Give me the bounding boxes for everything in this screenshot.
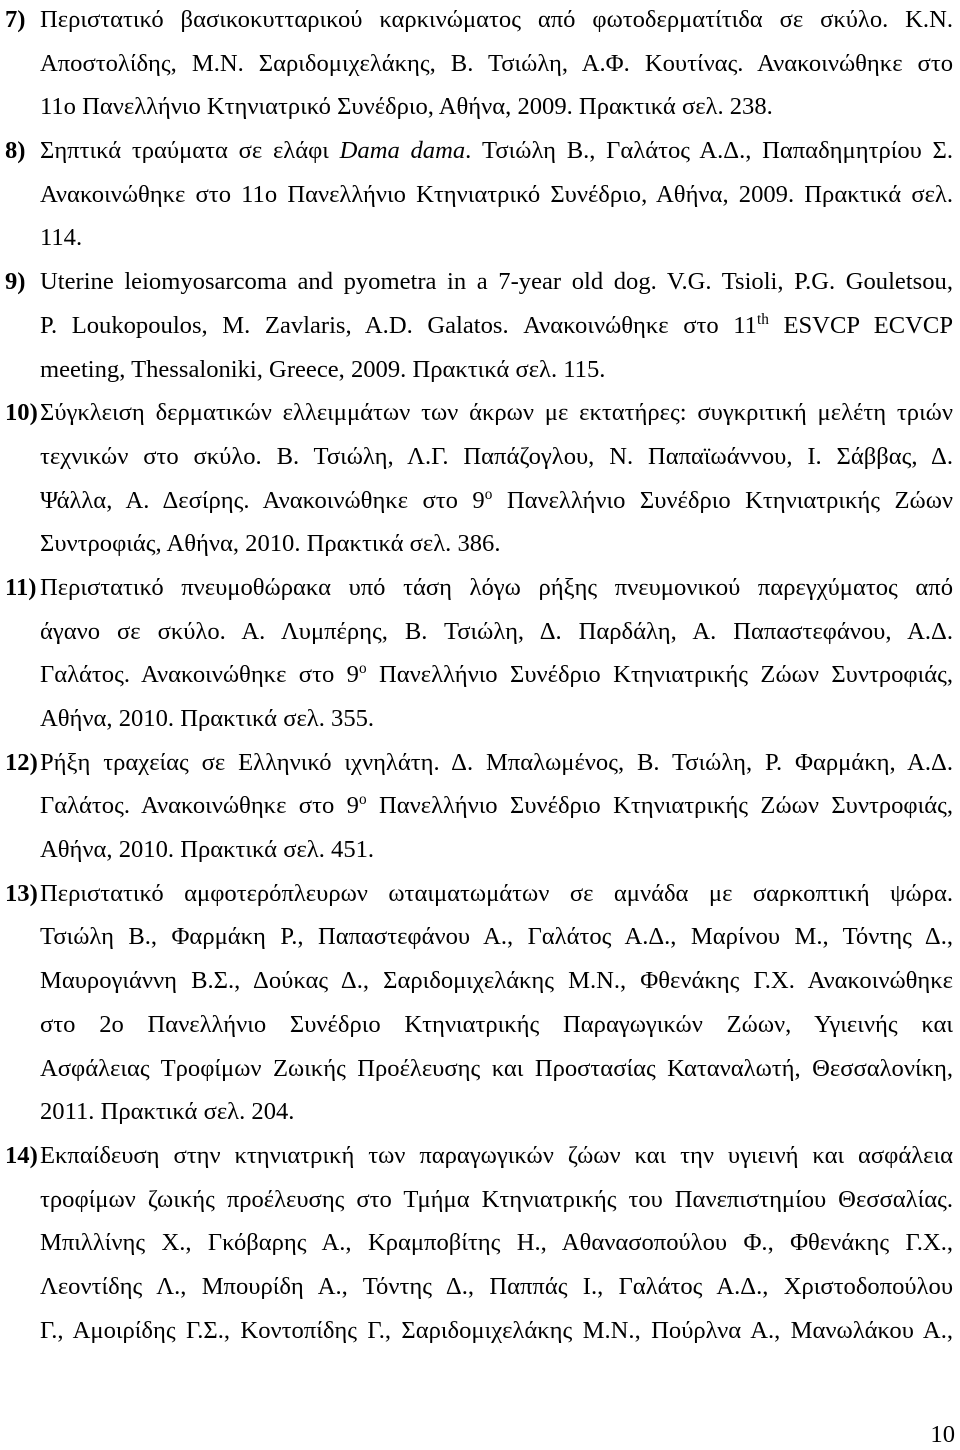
item-text [40, 129, 953, 260]
text-line: Ρήξη τραχείας σε Ελληνικό ιχνηλάτη. Δ. Μπαλωμένος, Β. Τσιώλη, Ρ. Φαρμάκη, Α.Δ. [40, 748, 953, 776]
text-line: Συντροφιάς, Αθήνα, 2010. Πρακτικά σελ. 386. [40, 530, 501, 558]
item-text [40, 1134, 953, 1352]
publication-item [0, 391, 960, 566]
publication-item [0, 566, 960, 741]
text-line: 11ο Πανελλήνιο Κτηνιατρικό Συνέδριο, Αθήνα, 2009. Πρακτικά σελ. 238. [40, 93, 773, 121]
publication-item [0, 260, 960, 391]
text-line [40, 653, 953, 697]
text-line: Αθήνα, 2010. Πρακτικά σελ. 451. [40, 836, 375, 864]
text-segment: P. Loukopoulos, M. Zavlaris, A.D. Galatos. Ανακοινώθηκε στο 11 [40, 311, 757, 339]
publication-item [0, 1134, 960, 1352]
text-segment: Ψάλλα, Α. Δεσίρης. Ανακοινώθηκε στο 9 [40, 486, 485, 514]
publication-item [0, 872, 960, 1134]
text-segment: Γαλάτος. Ανακοινώθηκε στο 9 [40, 792, 359, 820]
item-number: 7) [5, 6, 26, 33]
text-segment: Πανελλήνιο Συνέδριο Κτηνιατρικής Ζώων Συντροφιάς, [366, 792, 953, 820]
item-number: 8) [5, 137, 26, 165]
text-line: Περιστατικό αμφοτερόπλευρων ωταιματωμάτων σε αμνάδα με σαρκοπτική ψώρα. [40, 879, 953, 907]
text-line: Σύγκλειση δερματικών ελλειμμάτων των άκρων με εκτατήρες: συγκριτική μελέτη τριών [40, 399, 953, 427]
text-line: Μαυρογιάννη Β.Σ., Δούκας Δ., Σαριδομιχελάκης Μ.Ν., Φθενάκης Γ.Χ. Ανακοινώθηκε [40, 967, 953, 995]
text-line: Ανακοινώθηκε στο 11ο Πανελλήνιο Κτηνιατρικό Συνέδριο, Αθήνα, 2009. Πρακτικά σελ. [40, 180, 953, 208]
text-segment: Πανελλήνιο Συνέδριο Κτηνιατρικής Ζώων [492, 486, 953, 514]
item-number: 11) [5, 573, 37, 601]
text-line: τεχνικών στο σκύλο. Β. Τσιώλη, Λ.Γ. Παπάζογλου, Ν. Παπαϊωάννου, Ι. Σάββας, Δ. [40, 442, 953, 470]
text-line: 2011. Πρακτικά σελ. 204. [40, 1098, 295, 1126]
item-number: 12) [5, 748, 38, 776]
publication-item [0, 129, 960, 260]
text-line [40, 479, 953, 523]
text-line: Λεοντίδης Λ., Μπουρίδη Α., Τόντης Δ., Παππάς Ι., Γαλάτος Α.Δ., Χριστοδοπούλου [40, 1272, 953, 1300]
text-line: Αποστολίδης, Μ.Ν. Σαριδομιχελάκης, Β. Τσιώλη, Α.Φ. Κουτίνας. Ανακοινώθηκε στο [40, 49, 953, 77]
text-line: 114. [40, 224, 83, 252]
text-line: Εκπαίδευση στην κτηνιατρική των παραγωγικών ζώων και την υγιεινή και ασφάλεια [40, 1141, 953, 1169]
italic-text: Dama dama [339, 137, 466, 165]
text-line: τροφίμων ζωικής προέλευσης στο Τμήμα Κτηνιατρικής του Πανεπιστημίου Θεσσαλίας. [40, 1185, 953, 1213]
superscript-text: ο [358, 660, 367, 678]
text-line: Μπιλλίνης Χ., Γκόβαρης Α., Κραμποβίτης Η., Αθανασοπούλου Φ., Φθενάκης Γ.Χ., [40, 1229, 953, 1257]
page-number: 10 [930, 1421, 955, 1448]
text-line: άγανο σε σκύλο. Α. Λυμπέρης, Β. Τσιώλη, Δ. Παρδάλη, Α. Παπαστεφάνου, Α.Δ. [40, 617, 953, 645]
text-line [40, 784, 953, 828]
text-line: Περιστατικό βασικοκυτταρικού καρκινώματος από φωτοδερματίτιδα σε σκύλο. Κ.Ν. [40, 6, 953, 33]
text-line: στο 2ο Πανελλήνιο Συνέδριο Κτηνιατρικής Παραγωγικών Ζώων, Υγιεινής και [40, 1010, 953, 1038]
item-number: 14) [5, 1141, 38, 1169]
text-segment: Σηπτικά τραύματα σε ελάφι [40, 137, 340, 165]
text-segment: Πανελλήνιο Συνέδριο Κτηνιατρικής Ζώων Συντροφιάς, [366, 661, 953, 689]
superscript-text: ο [358, 791, 367, 809]
superscript-text: th [756, 310, 769, 328]
text-segment: ESVCP ECVCP [768, 311, 953, 339]
text-line: meeting, Thessaloniki, Greece, 2009. Πρακτικά σελ. 115. [40, 355, 606, 383]
superscript-text: ο [484, 485, 493, 503]
text-segment: . Τσιώλη Β., Γαλάτος Α.Δ., Παπαδημητρίου Σ. [465, 137, 953, 165]
item-text [40, 391, 953, 566]
item-number: 10) [5, 399, 38, 427]
text-line: Περιστατικό πνευμοθώρακα υπό τάση λόγω ρήξης πνευμονικού παρεγχύματος από [40, 573, 953, 601]
item-number: 9) [5, 268, 26, 296]
text-line: Ασφάλειας Τροφίμων Ζωικής Προέλευσης και Προστασίας Καταναλωτή, Θεσσαλονίκη, [40, 1054, 953, 1082]
publication-item [0, 741, 960, 872]
text-segment: Γαλάτος. Ανακοινώθηκε στο 9 [40, 661, 359, 689]
publication-item [0, 0, 960, 129]
item-text [40, 566, 953, 741]
item-text [40, 260, 953, 391]
item-text [40, 0, 953, 129]
text-line: Uterine leiomyosarcoma and pyometra in a 7-year old dog. V.G. Tsioli, P.G. Gouletsou, [40, 268, 953, 296]
text-line [40, 129, 953, 173]
item-text [40, 872, 953, 1134]
text-line [40, 304, 953, 348]
text-line: Γ., Αμοιρίδης Γ.Σ., Κοντοπίδης Γ., Σαριδομιχελάκης Μ.Ν., Πούρλνα Α., Μανωλάκου Α., [40, 1316, 953, 1344]
text-line: Τσιώλη Β., Φαρμάκη Ρ., Παπαστεφάνου Α., Γαλάτος Α.Δ., Μαρίνου Μ., Τόντης Δ., [40, 923, 953, 951]
item-text [40, 741, 953, 872]
item-number: 13) [5, 879, 38, 907]
text-line: Αθήνα, 2010. Πρακτικά σελ. 355. [40, 705, 375, 732]
